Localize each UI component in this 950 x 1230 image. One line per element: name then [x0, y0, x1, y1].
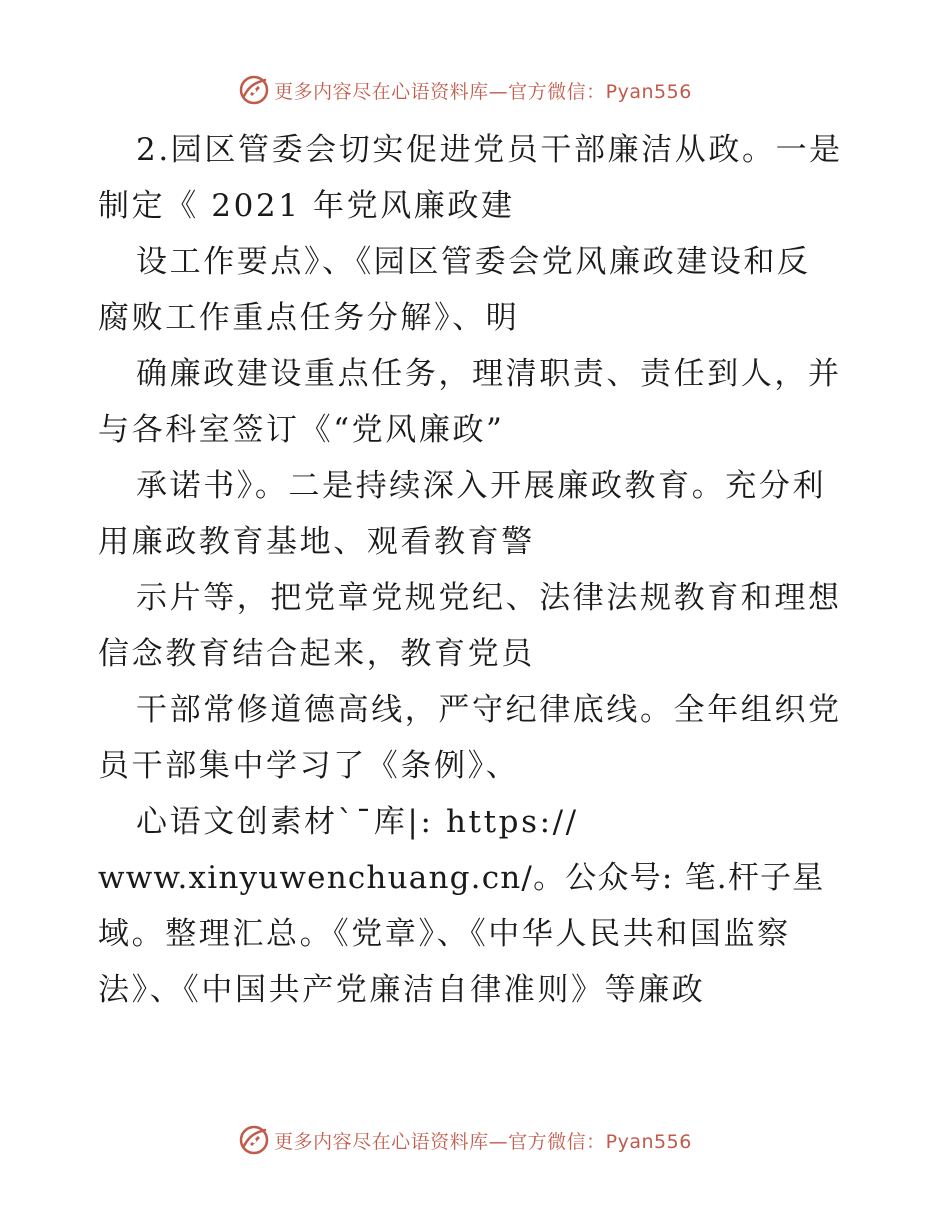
paragraph-line: 心语文创素材`¯库|: https:// [136, 804, 579, 840]
footer-banner-text: 更多内容尽在心语资料库—官方微信：Pyan556 [274, 1130, 692, 1153]
paragraph-line: 与各科室签订《“党风廉政” [98, 412, 505, 448]
header-banner [0, 70, 950, 110]
paragraph-line: 腐败工作重点任务分解》、明 [98, 300, 520, 336]
paragraph-line: www.xinyuwenchuang.cn/。公众号: 笔.杆子星 [98, 860, 825, 896]
paragraph-line: 法》、《中国共产党廉洁自律准则》等廉政 [98, 972, 706, 1008]
paragraph-line: 2.园区管委会切实促进党员干部廉洁从政。一是 [136, 132, 843, 168]
paragraph-line: 确廉政建设重点任务，理清职责、责任到人，并 [136, 356, 842, 392]
header-banner-text: 更多内容尽在心语资料库—官方微信：Pyan556 [274, 80, 692, 103]
paragraph-line: 示片等，把党章党规党纪、法律法规教育和理想 [136, 580, 842, 616]
pen-swirl-logo-icon [238, 1124, 270, 1156]
paragraph-line: 设工作要点》、《园区管委会党风廉政建设和反 [136, 244, 811, 280]
paragraph-line: 干部常修道德高线，严守纪律底线。全年组织党 [136, 692, 842, 728]
paragraph-line: 域。整理汇总。《党章》、《中华人民共和国监察 [98, 916, 791, 952]
footer-banner [0, 1120, 950, 1160]
paragraph-line: 制定《 2021 年党风廉政建 [98, 188, 515, 224]
paragraph-line: 承诺书》。二是持续深入开展廉政教育。充分利 [136, 468, 827, 504]
document-body [98, 122, 858, 1018]
paragraph-line: 信念教育结合起来，教育党员 [98, 636, 535, 672]
pen-swirl-logo-icon [238, 74, 270, 106]
paragraph-line: 用廉政教育基地、观看教育警 [98, 524, 535, 560]
paragraph-line: 员干部集中学习了《条例》、 [98, 748, 520, 784]
